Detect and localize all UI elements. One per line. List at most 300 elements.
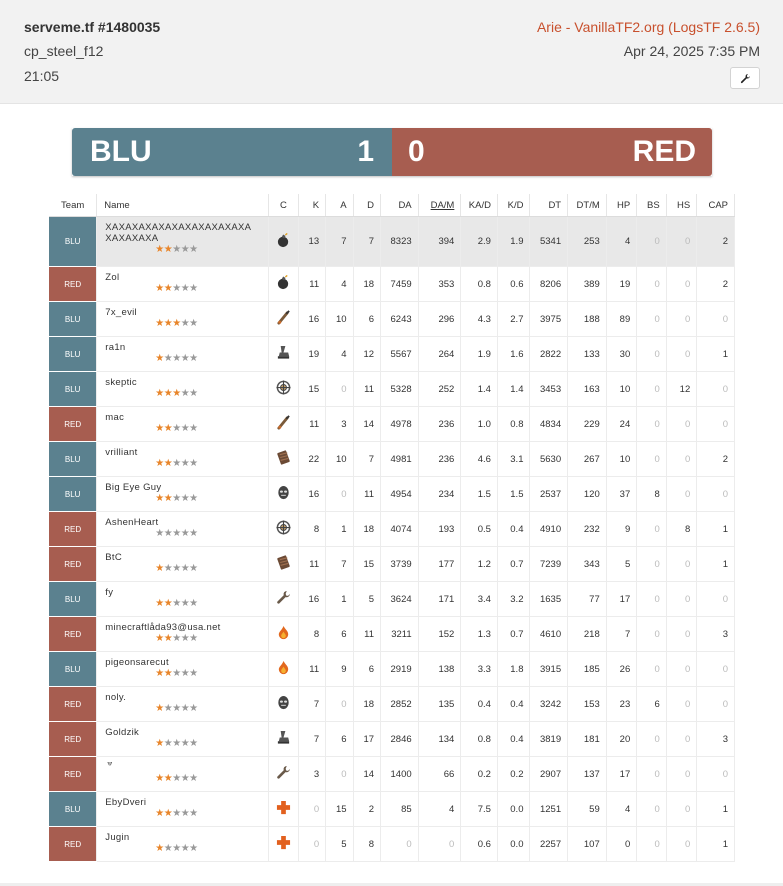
spy-class-icon <box>269 477 298 512</box>
player-name-link[interactable]: fy <box>105 587 114 598</box>
column-header-name[interactable]: Name <box>97 194 269 217</box>
stat-bs: 0 <box>637 407 666 442</box>
stat-bs: 0 <box>637 722 666 757</box>
column-header-da-m[interactable]: DA/M <box>418 194 461 217</box>
stat-d: 18 <box>353 512 380 547</box>
star-icon: ★ <box>155 808 164 819</box>
star-icon: ★ <box>155 244 164 255</box>
star-icon: ★ <box>163 283 173 294</box>
stat-d: 11 <box>353 477 380 512</box>
stat-cap: 1 <box>697 827 735 862</box>
star-icon: ★ <box>155 773 164 784</box>
star-icon: ★ <box>172 353 181 364</box>
demoman-class-icon <box>269 267 298 302</box>
player-name-link[interactable]: mac <box>105 412 125 423</box>
stat-bs: 0 <box>637 617 666 652</box>
player-name-link[interactable]: Zol <box>105 272 120 283</box>
column-header-team[interactable]: Team <box>49 194 97 217</box>
star-icon: ★ <box>189 493 198 504</box>
heavy-class-icon <box>269 652 298 687</box>
stat-dam: 236 <box>418 407 461 442</box>
player-rating-stars <box>155 354 268 364</box>
stat-kd: 1.8 <box>497 652 530 687</box>
star-icon: ★ <box>155 598 164 609</box>
player-row <box>49 582 735 617</box>
stat-k: 13 <box>298 217 325 267</box>
stat-kd: 3.2 <box>497 582 530 617</box>
player-name-link[interactable]: EbyDveri <box>105 797 147 808</box>
player-name-link[interactable]: noly. <box>105 692 127 703</box>
stat-dam: 252 <box>418 372 461 407</box>
sniper-class-icon <box>269 512 298 547</box>
stat-dtm: 253 <box>568 217 607 267</box>
stat-bs: 0 <box>637 302 666 337</box>
heavy-class-icon <box>269 617 298 652</box>
stat-kad: 0.4 <box>461 687 498 722</box>
blu-team-score <box>72 128 392 176</box>
star-icon: ★ <box>180 703 190 714</box>
star-icon: ★ <box>155 563 164 574</box>
stat-hp: 24 <box>606 407 637 442</box>
stat-kad: 0.5 <box>461 512 498 547</box>
star-icon: ★ <box>180 493 190 504</box>
stat-kd: 0.8 <box>497 407 530 442</box>
stat-a: 3 <box>326 407 353 442</box>
player-name-link[interactable]: Big Eye Guy <box>105 482 162 493</box>
star-icon: ★ <box>163 388 173 399</box>
star-icon: ★ <box>189 318 198 329</box>
stat-d: 6 <box>353 302 380 337</box>
stat-da: 0 <box>381 827 419 862</box>
stat-kad: 1.9 <box>461 337 498 372</box>
player-name-cell <box>97 442 269 477</box>
stat-da: 4954 <box>381 477 419 512</box>
star-icon: ★ <box>163 598 173 609</box>
stat-da: 2919 <box>381 652 419 687</box>
player-rating-stars <box>155 599 268 609</box>
stat-a: 10 <box>326 302 353 337</box>
star-icon: ★ <box>172 668 181 679</box>
stat-hp: 23 <box>606 687 637 722</box>
column-header-d[interactable]: D <box>353 194 380 217</box>
stat-hs: 0 <box>666 217 697 267</box>
stat-kad: 0.8 <box>461 722 498 757</box>
team-badge: RED <box>49 722 97 757</box>
star-icon: ★ <box>180 773 190 784</box>
stat-cap: 2 <box>697 217 735 267</box>
star-icon: ★ <box>189 423 198 434</box>
stat-dam: 138 <box>418 652 461 687</box>
stat-dtm: 232 <box>568 512 607 547</box>
player-name-cell <box>97 792 269 827</box>
column-header-a[interactable]: A <box>326 194 353 217</box>
star-icon: ★ <box>180 668 190 679</box>
stat-dt: 3453 <box>530 372 568 407</box>
stat-cap: 1 <box>697 512 735 547</box>
stat-bs: 0 <box>637 827 666 862</box>
stat-d: 14 <box>353 757 380 792</box>
stat-dam: 4 <box>418 792 461 827</box>
star-icon: ★ <box>180 458 190 469</box>
stat-k: 8 <box>298 617 325 652</box>
column-header-dt-m[interactable]: DT/M <box>568 194 607 217</box>
star-icon: ★ <box>189 808 198 819</box>
stat-k: 8 <box>298 512 325 547</box>
player-name-cell <box>97 617 269 652</box>
stat-hp: 7 <box>606 617 637 652</box>
player-name-link[interactable]: BtC <box>105 552 123 563</box>
star-icon: ★ <box>180 388 190 399</box>
star-icon: ★ <box>189 353 198 364</box>
stat-dtm: 107 <box>568 827 607 862</box>
star-icon: ★ <box>172 563 181 574</box>
stat-a: 1 <box>326 512 353 547</box>
stat-k: 7 <box>298 722 325 757</box>
red-team-score <box>392 128 712 176</box>
star-icon: ★ <box>163 738 173 749</box>
column-header-c[interactable]: C <box>269 194 298 217</box>
stat-dt: 3915 <box>530 652 568 687</box>
player-name-cell <box>97 582 269 617</box>
stat-kad: 1.3 <box>461 617 498 652</box>
stat-hs: 0 <box>666 302 697 337</box>
column-header-cap[interactable]: CAP <box>697 194 735 217</box>
stat-hp: 4 <box>606 792 637 827</box>
engineer-class-icon <box>269 757 298 792</box>
demoman-class-icon <box>269 217 298 267</box>
player-row <box>49 407 735 442</box>
player-row <box>49 302 735 337</box>
stat-a: 9 <box>326 652 353 687</box>
engineer-class-icon <box>269 582 298 617</box>
stat-k: 16 <box>298 582 325 617</box>
star-icon: ★ <box>180 843 190 854</box>
medic-class-icon <box>269 792 298 827</box>
stat-k: 22 <box>298 442 325 477</box>
team-badge: RED <box>49 512 97 547</box>
stat-dt: 3819 <box>530 722 568 757</box>
log-title: serveme.tf #1480035 <box>24 19 161 35</box>
player-rating-stars <box>155 739 268 749</box>
star-icon: ★ <box>189 244 198 255</box>
stat-cap: 0 <box>697 477 735 512</box>
stat-hs: 0 <box>666 337 697 372</box>
stat-da: 3211 <box>381 617 419 652</box>
player-name-link[interactable]: ᄝ <box>105 762 115 773</box>
stat-hp: 19 <box>606 267 637 302</box>
star-icon: ★ <box>172 633 181 644</box>
stat-hp: 37 <box>606 477 637 512</box>
tools-button[interactable] <box>730 67 760 89</box>
stat-hs: 8 <box>666 512 697 547</box>
team-badge: BLU <box>49 442 97 477</box>
stat-bs: 0 <box>637 442 666 477</box>
stat-dam: 264 <box>418 337 461 372</box>
star-icon: ★ <box>180 244 190 255</box>
team-badge: RED <box>49 267 97 302</box>
player-name-cell <box>97 337 269 372</box>
stat-hs: 0 <box>666 827 697 862</box>
stat-hs: 0 <box>666 267 697 302</box>
player-name-cell <box>97 547 269 582</box>
star-icon: ★ <box>163 843 173 854</box>
stat-dam: 152 <box>418 617 461 652</box>
pyro-class-icon <box>269 407 298 442</box>
player-row <box>49 757 735 792</box>
player-name-link[interactable]: 7x_evil <box>105 307 137 318</box>
stat-dtm: 137 <box>568 757 607 792</box>
stat-dt: 2537 <box>530 477 568 512</box>
stat-kd: 1.4 <box>497 372 530 407</box>
stat-dtm: 389 <box>568 267 607 302</box>
stat-d: 11 <box>353 617 380 652</box>
player-name-cell <box>97 827 269 862</box>
star-icon: ★ <box>155 703 164 714</box>
stat-hp: 89 <box>606 302 637 337</box>
star-icon: ★ <box>189 668 198 679</box>
column-header-bs[interactable]: BS <box>637 194 666 217</box>
star-icon: ★ <box>172 244 181 255</box>
player-name-link[interactable]: pigeonsarecut <box>105 657 169 668</box>
stat-dtm: 77 <box>568 582 607 617</box>
star-icon: ★ <box>189 283 198 294</box>
stat-hs: 0 <box>666 617 697 652</box>
stat-a: 4 <box>326 337 353 372</box>
star-icon: ★ <box>155 318 164 329</box>
player-row <box>49 652 735 687</box>
stat-cap: 0 <box>697 757 735 792</box>
match-duration: 21:05 <box>24 68 60 84</box>
player-name-cell <box>97 217 269 267</box>
star-icon: ★ <box>189 738 198 749</box>
stat-hp: 0 <box>606 827 637 862</box>
star-icon: ★ <box>189 528 198 539</box>
player-name-link[interactable]: Goldzik <box>105 727 140 738</box>
star-icon: ★ <box>172 318 181 329</box>
stat-hp: 4 <box>606 217 637 267</box>
uploader-link[interactable]: Arie - VanillaTF2.org (LogsTF 2.6.5) <box>536 19 760 35</box>
stat-da: 2852 <box>381 687 419 722</box>
star-icon: ★ <box>163 244 173 255</box>
stat-kad: 0.8 <box>461 267 498 302</box>
stat-a: 15 <box>326 792 353 827</box>
player-name-link[interactable]: AshenHeart <box>105 517 159 528</box>
team-badge: BLU <box>49 217 97 267</box>
player-name-cell <box>97 477 269 512</box>
star-icon: ★ <box>163 808 173 819</box>
stat-cap: 0 <box>697 687 735 722</box>
stat-cap: 3 <box>697 617 735 652</box>
star-icon: ★ <box>155 458 164 469</box>
stat-hs: 0 <box>666 407 697 442</box>
star-icon: ★ <box>155 528 164 539</box>
star-icon: ★ <box>172 423 181 434</box>
stat-da: 2846 <box>381 722 419 757</box>
stat-dt: 2257 <box>530 827 568 862</box>
column-header-da[interactable]: DA <box>381 194 419 217</box>
stat-kd: 0.4 <box>497 722 530 757</box>
column-header-ka-d[interactable]: KA/D <box>461 194 498 217</box>
player-rating-stars <box>155 424 268 434</box>
star-icon: ★ <box>180 528 190 539</box>
player-rating-stars <box>155 529 268 539</box>
stat-a: 6 <box>326 617 353 652</box>
star-icon: ★ <box>163 528 173 539</box>
stat-bs: 0 <box>637 512 666 547</box>
star-icon: ★ <box>172 703 181 714</box>
medic-class-icon <box>269 827 298 862</box>
stat-dam: 171 <box>418 582 461 617</box>
stat-kd: 0.4 <box>497 687 530 722</box>
stat-hs: 0 <box>666 722 697 757</box>
player-row <box>49 512 735 547</box>
player-name-link[interactable]: skeptic <box>105 377 137 388</box>
star-icon: ★ <box>172 773 181 784</box>
team-badge: BLU <box>49 372 97 407</box>
stat-cap: 0 <box>697 652 735 687</box>
stat-hp: 17 <box>606 757 637 792</box>
star-icon: ★ <box>163 458 173 469</box>
red-score: 0 <box>408 135 425 168</box>
star-icon: ★ <box>180 563 190 574</box>
star-icon: ★ <box>180 598 190 609</box>
stat-dam: 296 <box>418 302 461 337</box>
player-name-link[interactable]: minecraftlåda93@usa.net <box>105 622 221 633</box>
player-row <box>49 267 735 302</box>
soldier-class-icon <box>269 442 298 477</box>
stat-d: 15 <box>353 547 380 582</box>
stat-cap: 2 <box>697 442 735 477</box>
star-icon: ★ <box>155 388 164 399</box>
stat-dam: 134 <box>418 722 461 757</box>
stat-a: 0 <box>326 372 353 407</box>
player-name-cell <box>97 687 269 722</box>
stat-hs: 12 <box>666 372 697 407</box>
star-icon: ★ <box>180 423 190 434</box>
stat-hp: 20 <box>606 722 637 757</box>
stat-dtm: 153 <box>568 687 607 722</box>
player-rating-stars <box>155 459 268 469</box>
stat-hs: 0 <box>666 442 697 477</box>
stat-hs: 0 <box>666 792 697 827</box>
stat-dtm: 133 <box>568 337 607 372</box>
stat-da: 3739 <box>381 547 419 582</box>
star-icon: ★ <box>163 353 173 364</box>
star-icon: ★ <box>180 633 190 644</box>
stat-da: 7459 <box>381 267 419 302</box>
stat-dt: 2907 <box>530 757 568 792</box>
star-icon: ★ <box>163 633 173 644</box>
star-icon: ★ <box>189 773 198 784</box>
stat-da: 1400 <box>381 757 419 792</box>
stat-dam: 177 <box>418 547 461 582</box>
stat-k: 11 <box>298 547 325 582</box>
star-icon: ★ <box>155 633 164 644</box>
stat-bs: 6 <box>637 687 666 722</box>
team-badge: RED <box>49 687 97 722</box>
stat-a: 10 <box>326 442 353 477</box>
stat-kd: 0.2 <box>497 757 530 792</box>
stat-d: 18 <box>353 267 380 302</box>
player-row <box>49 792 735 827</box>
player-name-link[interactable]: ra1n <box>105 342 126 353</box>
log-date: Apr 24, 2025 7:35 PM <box>623 43 760 59</box>
stat-kad: 0.6 <box>461 827 498 862</box>
team-badge: BLU <box>49 302 97 337</box>
player-rating-stars <box>155 634 268 644</box>
stat-bs: 0 <box>637 757 666 792</box>
star-icon: ★ <box>189 458 198 469</box>
stat-dtm: 185 <box>568 652 607 687</box>
stat-kd: 0.0 <box>497 792 530 827</box>
star-icon: ★ <box>155 843 164 854</box>
stat-d: 7 <box>353 442 380 477</box>
stat-dt: 4910 <box>530 512 568 547</box>
stat-a: 0 <box>326 477 353 512</box>
star-icon: ★ <box>163 773 173 784</box>
stat-dtm: 229 <box>568 407 607 442</box>
stat-hs: 0 <box>666 582 697 617</box>
stat-hs: 0 <box>666 757 697 792</box>
stat-cap: 1 <box>697 792 735 827</box>
stat-dt: 3975 <box>530 302 568 337</box>
stat-da: 3624 <box>381 582 419 617</box>
stat-bs: 0 <box>637 547 666 582</box>
team-badge: BLU <box>49 582 97 617</box>
star-icon: ★ <box>172 808 181 819</box>
stat-kad: 4.3 <box>461 302 498 337</box>
player-name-link[interactable]: Jugin <box>105 832 130 843</box>
stat-da: 8323 <box>381 217 419 267</box>
stat-cap: 1 <box>697 547 735 582</box>
star-icon: ★ <box>180 353 190 364</box>
stat-dt: 5630 <box>530 442 568 477</box>
column-header-hp[interactable]: HP <box>606 194 637 217</box>
stat-kad: 3.3 <box>461 652 498 687</box>
player-name-link[interactable]: vrilliant <box>105 447 138 458</box>
wrench-icon <box>740 73 751 84</box>
player-rating-stars <box>155 494 268 504</box>
stat-dt: 5341 <box>530 217 568 267</box>
blu-label: BLU <box>90 135 152 168</box>
star-icon: ★ <box>163 318 173 329</box>
stat-kad: 1.2 <box>461 547 498 582</box>
stat-k: 16 <box>298 477 325 512</box>
stat-bs: 0 <box>637 582 666 617</box>
stat-d: 5 <box>353 582 380 617</box>
stat-k: 3 <box>298 757 325 792</box>
blu-score: 1 <box>357 135 374 168</box>
column-header-k-d[interactable]: K/D <box>497 194 530 217</box>
player-name-link[interactable]: XAXAXAXAXAXAXAXAXAXAXAXAXAXAXA <box>105 222 252 244</box>
player-rating-stars <box>155 389 268 399</box>
stat-kad: 1.0 <box>461 407 498 442</box>
stat-dtm: 181 <box>568 722 607 757</box>
stat-dam: 236 <box>418 442 461 477</box>
column-header-dt[interactable]: DT <box>530 194 568 217</box>
stat-kad: 1.4 <box>461 372 498 407</box>
column-header-k[interactable]: K <box>298 194 325 217</box>
star-icon: ★ <box>155 353 164 364</box>
team-badge: RED <box>49 547 97 582</box>
spy-class-icon <box>269 687 298 722</box>
stat-cap: 0 <box>697 407 735 442</box>
column-header-hs[interactable]: HS <box>666 194 697 217</box>
stat-dam: 234 <box>418 477 461 512</box>
stat-a: 0 <box>326 687 353 722</box>
log-header <box>0 0 783 104</box>
stat-dtm: 59 <box>568 792 607 827</box>
